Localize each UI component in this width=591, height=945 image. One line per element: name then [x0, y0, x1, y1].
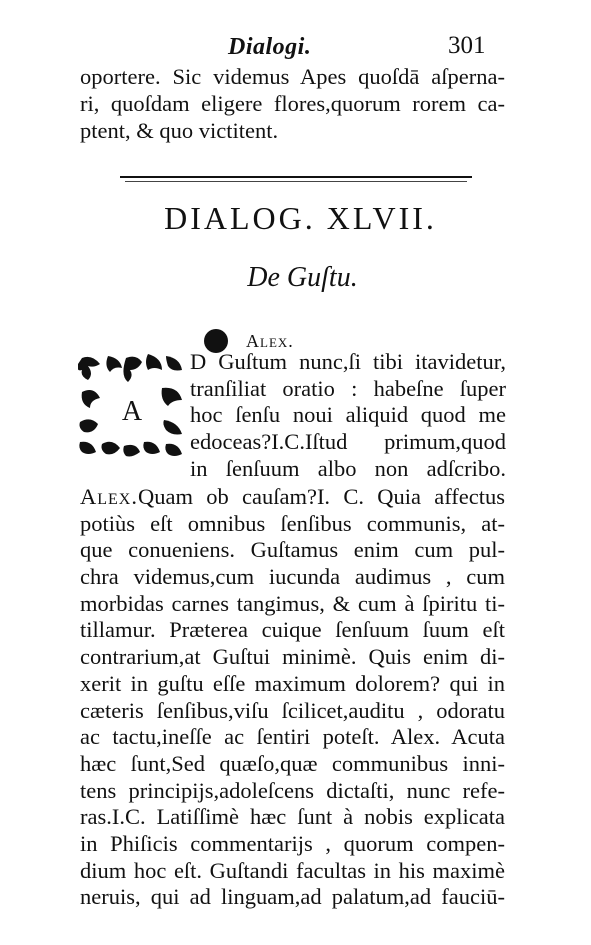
text-line: chra videmus,cum iucunda audimus , cum — [80, 564, 505, 590]
text-line: edoceas?I.C.Iſtud primum,quod — [190, 429, 506, 455]
text-line: cæteris ſenſibus,viſu ſcilicet,auditu , odoratu — [80, 697, 505, 723]
text-line: D Guſtum nunc,ſi tibi itavidetur, — [190, 349, 506, 374]
speaker-label: Alex. — [80, 484, 138, 509]
text-line: ri, quoſdam eligere flores,quorum rorem ca- — [80, 91, 505, 116]
indented-text — [190, 349, 506, 482]
text-line: xerit in guſtu eſſe maximum dolorem? qui in — [80, 670, 505, 696]
text-line: morbidas carnes tangimus, & cum à ſpiritu ti- — [80, 590, 505, 616]
dialog-heading: DIALOG. XLVII. — [164, 200, 437, 236]
text-line: neruis, qui ad linguam,ad palatum,ad fauciū- — [80, 884, 505, 910]
dialogue-text — [80, 484, 505, 911]
running-title: Dialogi. — [228, 34, 312, 60]
text-line: ras.I.C. Latiſſimè hæc ſunt à nobis explicata — [80, 804, 505, 830]
text-line: dium hoc eſt. Guſtandi facultas in his maximè — [80, 857, 505, 883]
decorated-initial — [78, 352, 186, 464]
speaker-name: Alex. — [246, 330, 294, 351]
text-line: hæc ſunt,Sed quæſo,quæ communibus inni- — [80, 750, 505, 776]
text-line: ptent, & quo victitent. — [80, 118, 279, 143]
dialog-subtitle: De Guſtu. — [247, 262, 358, 293]
text-line: potiùs eſt omnibus ſenſibus communis, at- — [80, 510, 505, 536]
initial-letter: A — [121, 396, 143, 427]
ornament-icon — [78, 352, 186, 464]
text-line: in Phiſicis commentarijs , quorum compen- — [80, 830, 505, 856]
text-line: contrarium,at Guſtui minimè. Quis enim di- — [80, 644, 505, 670]
text-line: tens principijs,adoleſcens dictaſti, nunc refe- — [80, 777, 505, 803]
preceding-text — [80, 63, 505, 144]
text-line: oportere. Sic videmus Apes quoſdā aſperna- — [80, 64, 505, 89]
section-rule-thin — [125, 181, 467, 182]
text-line: que conueniens. Guſtamus enim cum pul- — [80, 537, 505, 563]
text-line — [80, 484, 505, 511]
text-line: hoc ſenſu noui aliquid quod me — [190, 402, 506, 428]
text-line: in ſenſuum albo non adſcribo. — [190, 455, 506, 481]
running-head — [0, 30, 591, 64]
section-rule — [120, 176, 472, 178]
text-line: tranſiliat oratio : habeſne ſuper — [190, 375, 506, 401]
text-line: ac tactu,ineſſe ac ſentiri poteſt. Alex. Acuta — [80, 724, 505, 750]
text-line: tillamur. Præterea cuique ſenſuum ſuum eſt — [80, 617, 505, 643]
page-number: 301 — [448, 32, 486, 59]
line-text: Quam ob cauſam?I. C. Quia affectus — [137, 484, 505, 509]
